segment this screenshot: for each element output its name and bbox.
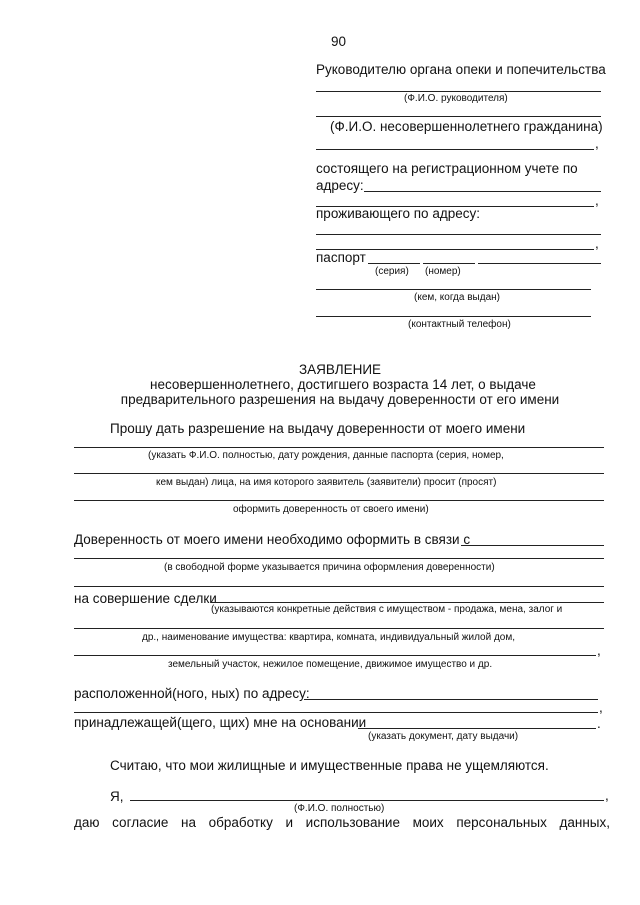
attorney-person-line2[interactable]	[74, 473, 604, 474]
passport-series-field[interactable]	[368, 263, 420, 264]
addressee-text: Руководителю органа опеки и попечительства	[316, 62, 606, 77]
phone-line[interactable]	[316, 316, 591, 317]
consent-text: даю согласие на обработку и использование моих персональных данных,	[74, 815, 610, 830]
deal-hint3: земельный участок, нежилое помещение, движимое имущество и др.	[168, 659, 493, 670]
deal-line3[interactable]	[74, 655, 596, 656]
registration-address-line[interactable]	[364, 191, 601, 192]
full-name-hint: (Ф.И.О. полностью)	[294, 803, 385, 814]
deal-line2[interactable]	[74, 628, 604, 629]
located-line2[interactable]	[74, 712, 598, 713]
belonging-label: принадлежащей(щего, щих) мне на основании	[74, 715, 367, 730]
comma: ,	[599, 700, 603, 715]
minor-name-line[interactable]	[316, 149, 594, 150]
phone-hint: (контактный телефон)	[408, 319, 511, 330]
registration-line1: состоящего на регистрационном учете по	[316, 161, 578, 176]
i-label: Я,	[110, 789, 124, 804]
belonging-field[interactable]	[358, 728, 596, 729]
attorney-person-line3[interactable]	[74, 500, 604, 501]
attorney-hint3: оформить доверенность от своего имени)	[233, 504, 429, 515]
reason-label: Доверенность от моего имени необходимо оформить в связи с	[74, 532, 471, 547]
minor-name-label: (Ф.И.О. несовершеннолетнего гражданина)	[330, 119, 603, 134]
deal-field[interactable]	[211, 602, 604, 603]
reason-hint: (в свободной форме указывается причина оформления доверенности)	[164, 562, 495, 573]
rights-statement: Считаю, что мои жилищные и имущественные права не ущемляются.	[110, 758, 549, 773]
request-text: Прошу дать разрешение на выдачу доверенности от моего имени	[110, 421, 526, 436]
deal-label: на совершение сделки	[74, 591, 217, 606]
reason-line3[interactable]	[74, 586, 604, 587]
attorney-hint1: (указать Ф.И.О. полностью, дату рождения, данные паспорта (серия, номер,	[148, 450, 504, 461]
attorney-person-line1[interactable]	[74, 447, 604, 448]
passport-label: паспорт	[316, 250, 366, 265]
passport-issued-line[interactable]	[316, 289, 591, 290]
minor-name-line-top[interactable]	[316, 116, 601, 117]
comma: ,	[595, 236, 599, 251]
full-name-field[interactable]	[130, 800, 604, 801]
issued-hint: (кем, когда выдан)	[414, 292, 500, 303]
belonging-hint: (указать документ, дату выдачи)	[368, 731, 519, 742]
title-line2: предварительного разрешения на выдачу доверенности от его имени	[120, 392, 560, 407]
reason-field[interactable]	[461, 545, 604, 546]
living-address-label: проживающего по адресу:	[316, 206, 480, 221]
comma: ,	[595, 193, 599, 208]
attorney-hint2: кем выдан) лица, на имя которого заявитель (заявители) просит (просят)	[156, 477, 497, 488]
located-field[interactable]	[304, 699, 598, 700]
passport-extra-field[interactable]	[478, 263, 601, 264]
number-hint: (номер)	[425, 266, 461, 277]
registration-line2: адресу:	[316, 178, 364, 193]
title-line1: несовершеннолетнего, достигшего возраста 14 лет, о выдаче	[150, 377, 536, 392]
comma: ,	[595, 136, 599, 151]
head-name-line[interactable]	[316, 91, 601, 92]
period: .	[597, 716, 601, 731]
page-number: 90	[331, 34, 347, 49]
deal-hint2: др., наименование имущества: квартира, комната, индивидуальный жилой дом,	[142, 632, 516, 643]
comma: ,	[597, 643, 601, 658]
located-label: расположенной(ного, ных) по адресу:	[74, 686, 310, 701]
series-hint: (серия)	[375, 266, 409, 277]
deal-hint1: (указываются конкретные действия с имуществом - продажа, мена, залог и	[211, 604, 563, 615]
passport-number-field[interactable]	[423, 263, 475, 264]
living-address-line1[interactable]	[316, 234, 601, 235]
document-title: ЗАЯВЛЕНИЕ	[298, 362, 382, 377]
reason-line2[interactable]	[74, 558, 604, 559]
head-name-hint: (Ф.И.О. руководителя)	[404, 93, 508, 104]
comma: ,	[605, 788, 609, 803]
